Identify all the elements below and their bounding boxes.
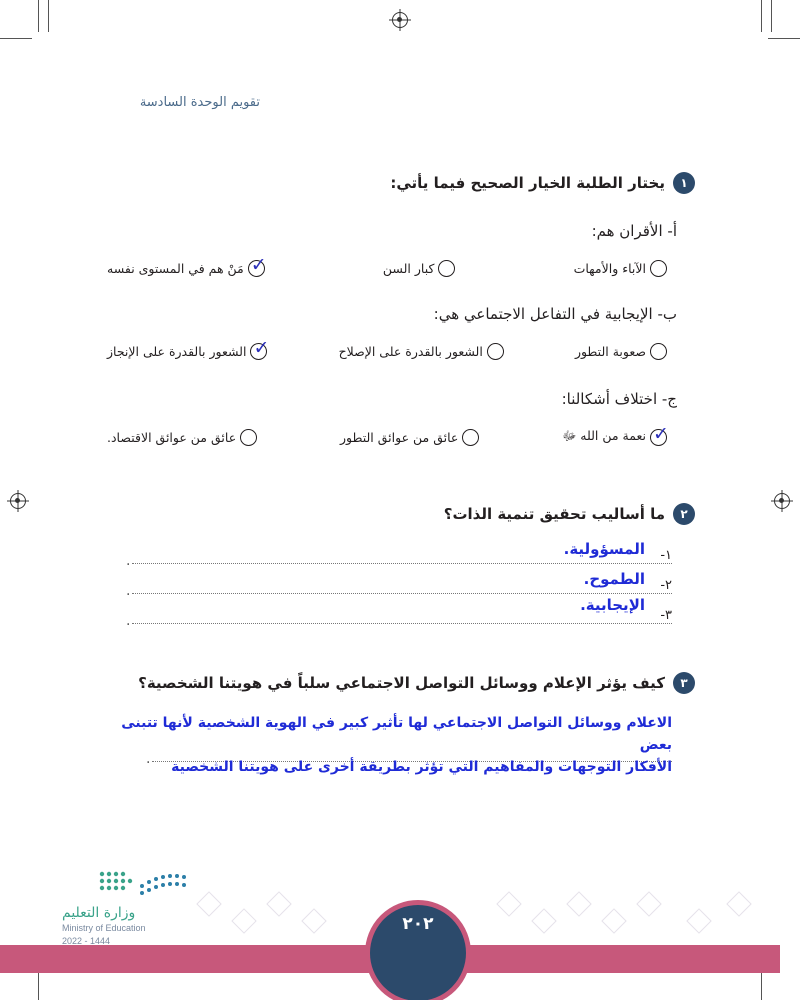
options-row-b (107, 337, 667, 360)
option[interactable]: عائق من عوائق الاقتصاد. (107, 428, 257, 447)
answer-line-1[interactable]: ١- . (132, 542, 672, 564)
edition-year: 2022 - 1444 (62, 936, 111, 946)
question-1-header (390, 172, 695, 194)
radio-circle-icon (240, 429, 257, 446)
option[interactable]: الشعور بالقدرة على الإصلاح (339, 343, 504, 360)
line-number: ١- (660, 548, 672, 563)
sub-question-a: أ- الأقران هم: (591, 222, 677, 240)
question-text: يختار الطلبة الخيار الصحيح فيما يأتي: (390, 174, 665, 192)
answer-line-q3[interactable]: . (152, 740, 672, 762)
footer-band-overlay (0, 945, 370, 973)
radio-circle-icon (650, 343, 667, 360)
sub-question-b: ب- الإيجابية في التفاعل الاجتماعي هي: (433, 305, 677, 323)
handwritten-answer-q3 (112, 712, 672, 778)
unit-title: تقويم الوحدة السادسة (139, 95, 260, 110)
radio-circle-icon (462, 429, 479, 446)
radio-circle-icon (250, 337, 270, 360)
option[interactable]: صعوبة التطور (575, 343, 667, 360)
options-row-a (107, 254, 667, 277)
question-2-header (444, 503, 695, 525)
registration-mark-icon (774, 493, 790, 509)
handwritten-line: الاعلام ووسائل التواصل الاجتماعي لها تأثير كبير في الهوية الشخصية لأنها تتبنى بعض (121, 715, 672, 753)
option[interactable]: كبار السن (383, 260, 456, 277)
question-number: ٣ (673, 672, 695, 694)
handwritten-answer: المسؤولية. (563, 540, 645, 558)
registration-mark-icon (10, 493, 26, 509)
crop-mark (38, 0, 39, 32)
ministry-logo-icon (98, 868, 188, 898)
line-number: ٢- (660, 578, 672, 593)
radio-circle-icon (438, 260, 455, 277)
radio-circle-icon (650, 260, 667, 277)
option[interactable]: عائق من عوائق التطور (340, 428, 479, 447)
crop-mark (761, 0, 762, 32)
footer-band-overlay (466, 945, 780, 973)
checkmark-icon: ✓ (653, 423, 669, 445)
handwritten-answer: الإيجابية. (580, 596, 645, 614)
answer-line-2[interactable]: ٢- . (132, 572, 672, 594)
ministry-name-english: Ministry of Education (62, 923, 146, 933)
option-checked[interactable]: ✓ نعمة من الله ﷻ (562, 423, 669, 445)
radio-circle-icon (248, 254, 267, 277)
question-number: ١ (673, 172, 695, 194)
checkmark-icon: ✓ (253, 337, 270, 359)
ministry-name-arabic: وزارة التعليم (62, 905, 136, 921)
handwritten-answer: الطموح. (583, 570, 645, 588)
option-checked[interactable]: ✓ الشعور بالقدرة على الإنجاز (107, 337, 270, 359)
options-row-c (107, 423, 669, 447)
handwritten-line: الأفكار التوجهات والمفاهيم التي تؤثر بطريقة أخرى على هويتنا الشخصية (171, 759, 672, 775)
line-number: ٣- (660, 608, 672, 623)
option[interactable]: الآباء والأمهات (574, 260, 667, 277)
question-3-header (138, 672, 695, 694)
answer-line-3[interactable]: ٣- . (132, 602, 672, 624)
sub-question-c: ج- اختلاف أشكالنا: (561, 390, 677, 408)
crop-mark (768, 38, 800, 39)
page-number: ٢٠٢ (402, 914, 434, 934)
crop-mark (48, 0, 49, 32)
option-checked[interactable]: ✓ مَنْ هم في المستوى نفسه (107, 254, 267, 276)
question-text: ما أساليب تحقيق تنمية الذات؟ (443, 505, 665, 523)
question-text: كيف يؤثر الإعلام ووسائل التواصل الاجتماعي سلباً في هويتنا الشخصية؟ (138, 674, 665, 692)
checkmark-icon: ✓ (250, 254, 267, 276)
radio-circle-icon (650, 423, 669, 446)
registration-mark-icon (392, 12, 408, 28)
crop-mark (0, 38, 32, 39)
radio-circle-icon (487, 343, 504, 360)
question-number: ٢ (673, 503, 695, 525)
crop-mark (771, 0, 772, 32)
